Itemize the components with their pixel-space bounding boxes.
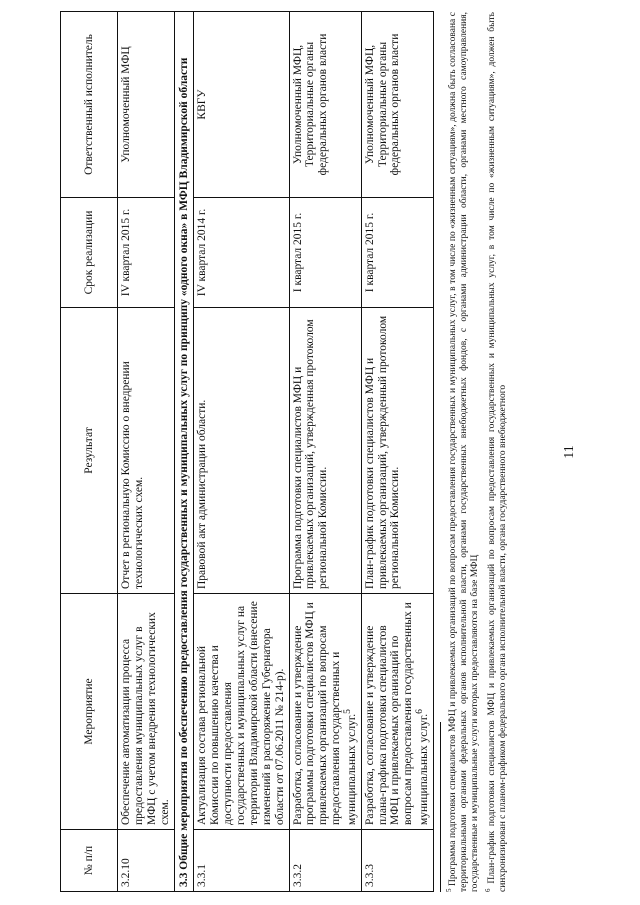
row-executor: КВГУ <box>194 12 289 198</box>
row-executor: Уполномоченный МФЦ, Территориальные органы федеральных органов власти <box>289 12 361 198</box>
header-result: Результат <box>61 308 118 594</box>
table-row <box>361 12 433 892</box>
table-header-row <box>61 12 118 892</box>
row-result: Отчет в региональную Комиссию о внедрении технологических схем. <box>118 308 175 594</box>
row-deadline: IV квартал 2015 г. <box>118 198 175 308</box>
footnote-text: План-график подготовки специалистов МФЦ и привлекаемых организаций по вопросам предоставления государственных и муниципальных услуг, в том числе по «жизненным ситуациям», должен быть синхронизирован с планом-графиком федерального органа исполнительной власти, органа государственного внебюджетного <box>486 11 508 892</box>
footnote-text: Программа подготовки специалистов МФЦ и привлекаемых организаций по вопросам предоставления государственных и муниципальных услуг, в том числе по «жизненным ситуациям», должна быть согласована с территориальными органами федеральных органов исполнительной власти, органами государственных внебюджетных фондов, с органами администрации области, органами местного самоуправления, государственные и муниципальные услуги которых предоставляются на базе МФЦ <box>448 11 480 892</box>
action-plan-table <box>60 11 434 892</box>
row-num: 3.2.10 <box>118 830 175 892</box>
section-heading: 3.3 Общие мероприятия по обеспечению предоставления государственных и муниципальных услуг по принципу «одного окна» в МФЦ Владимирской области <box>174 12 194 892</box>
row-action <box>289 594 361 830</box>
row-result: Правовой акт администрации области. <box>194 308 289 594</box>
row-executor: Уполномоченный МФЦ, Территориальные органы федеральных органов власти <box>361 12 433 198</box>
row-num: 3.3.2 <box>289 830 361 892</box>
row-action <box>361 594 433 830</box>
footnote <box>484 12 509 892</box>
row-executor: Уполномоченный МФЦ <box>118 12 175 198</box>
row-deadline: I квартал 2015 г. <box>361 198 433 308</box>
header-action: Мероприятие <box>61 594 118 830</box>
rotated-page-content <box>60 12 580 892</box>
row-num: 3.3.3 <box>361 830 433 892</box>
footnote-ref: 6 <box>414 709 426 714</box>
row-action-text: Разработка, согласование и утверждение плана-графика подготовки специалистов МФЦ и привлекаемых организаций по вопросам предоставления государственных и муниципальных услуг. <box>363 602 431 825</box>
row-action: Актуализация состава региональной Комиссии по повышению качества и доступности предоставления государственных и муниципальных услуг на территории Владимирской области (внесение изменений в распоряжение Губернатора области от 07.06.2011 № 214-р). <box>194 594 289 830</box>
row-deadline: IV квартал 2014 г. <box>194 198 289 308</box>
footnote-ref: 5 <box>342 709 353 714</box>
table-row <box>194 12 289 892</box>
footnote-divider <box>440 722 441 892</box>
row-action-text: Разработка, согласование и утверждение программы подготовки специалистов МФЦ и привлекаемых организаций по вопросам предоставления государственных и муниципальных услуг. <box>291 602 358 825</box>
footnote-mark: 6 <box>483 888 492 892</box>
header-deadline: Срок реализации <box>61 198 118 308</box>
row-result: План-график подготовки специалистов МФЦ и привлекаемых организаций, утвержденный протоколом региональной Комиссии. <box>361 308 433 594</box>
row-action: Обеспечение автоматизации процесса предоставления муниципальных услуг в МФЦ с учетом внедрения технологических схем. <box>118 594 175 830</box>
row-num: 3.3.1 <box>194 830 289 892</box>
row-deadline: I квартал 2015 г. <box>289 198 361 308</box>
header-num: № п/п <box>61 830 118 892</box>
header-executor: Ответственный исполнитель <box>61 12 118 198</box>
page-number: 11 <box>562 445 577 459</box>
table-row <box>118 12 175 892</box>
footnote <box>445 12 481 892</box>
section-row <box>174 12 194 892</box>
footnote-mark: 5 <box>444 888 453 892</box>
row-result: Программа подготовки специалистов МФЦ и привлекаемых организаций, утвержденная протоколом региональной Комиссии. <box>289 308 361 594</box>
table-row <box>289 12 361 892</box>
